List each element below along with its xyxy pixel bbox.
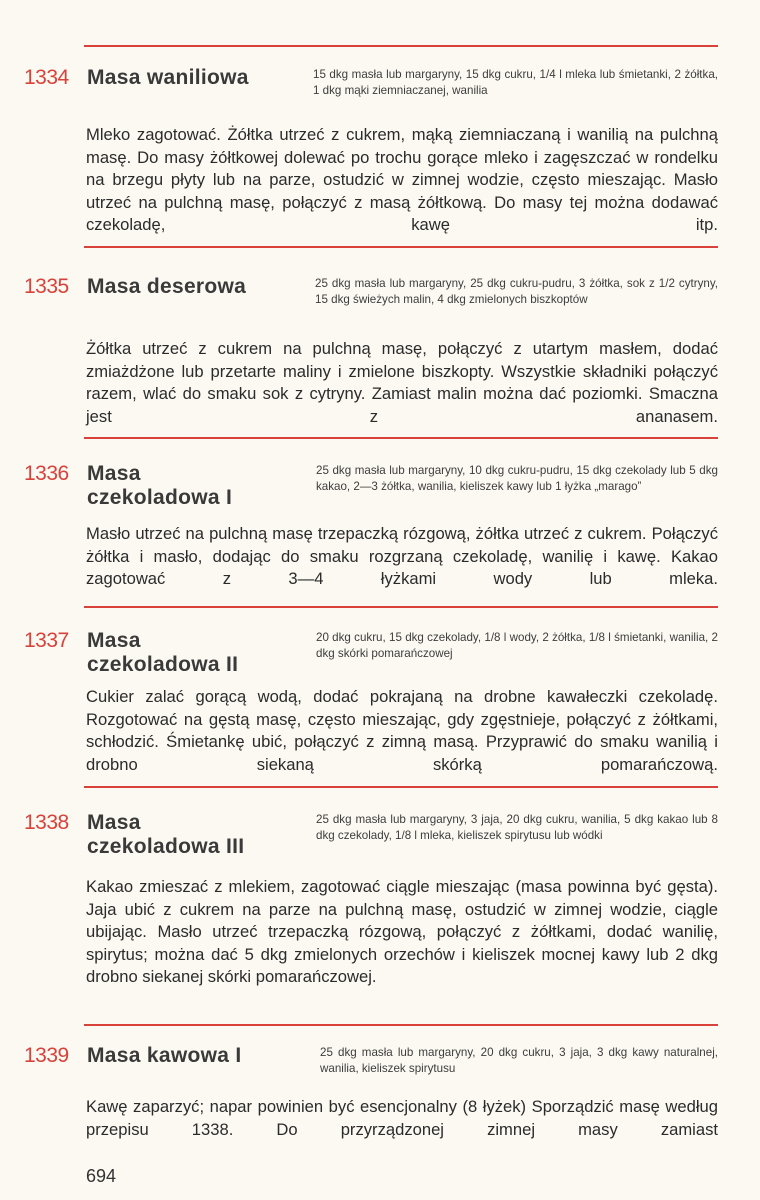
recipe-title-line: Masa: [87, 462, 141, 485]
recipe-ingredients: 15 dkg masła lub margaryny, 15 dkg cukru, 1/4 l mleka lub śmietanki, 2 żółtka, 1 dkg mąki ziemniaczanej, wanilia: [313, 68, 718, 97]
recipe-title-line: Masa waniliowa: [87, 66, 249, 89]
recipe-number: 1338: [24, 811, 69, 834]
recipe-number: 1337: [24, 629, 69, 652]
recipe-number: 1334: [24, 66, 69, 89]
separator-rule: [84, 606, 718, 608]
recipe-number: 1335: [24, 275, 69, 298]
recipe-title-line: Masa: [87, 629, 141, 652]
recipe-title: [87, 1044, 241, 1068]
recipe-number: 1339: [24, 1044, 69, 1067]
recipe-title: [87, 275, 246, 299]
recipe-instructions: Żółtka utrzeć z cukrem na pulchną masę, połączyć z utartym masłem, dodać zmiażdżone lub przetarte maliny i zmielone biszkopty. Wszystkie składniki połączyć razem, wlać do smaku sok z cytryny. Zamiast malin można dać poziomki. Smaczna jest z ananasem.: [86, 339, 718, 426]
separator-rule: [84, 786, 718, 788]
recipe-number: 1336: [24, 462, 69, 485]
recipe-ingredients: 20 dkg cukru, 15 dkg czekolady, 1/8 l wody, 2 żółtka, 1/8 l śmietanki, wanilia, 2 dkg skórki pomarańczowej: [316, 631, 718, 660]
recipe-ingredients: 25 dkg masła lub margaryny, 3 jaja, 20 dkg cukru, wanilia, 5 dkg kakao lub 8 dkg czekolady, 1/8 l mleka, kieliszek spirytusu lub wódki: [316, 813, 718, 842]
recipe-instructions: Cukier zalać gorącą wodą, dodać pokrajaną na drobne kawałeczki czekoladę. Rozgotować na gęstą masę, często mieszając, gdy zgęstnieje, połączyć z żółtkami, schłodzić. Śmietankę ubić, połączyć z zimną masą. Przyprawić do smaku wanilią i drobno siekaną skórką pomarańczową.: [86, 687, 718, 774]
recipe-title: [87, 811, 244, 859]
recipe-ingredients: 25 dkg masła lub margaryny, 25 dkg cukru-pudru, 3 żółtka, sok z 1/2 cytryny, 15 dkg świeżych malin, 4 dkg zmielonych biszkoptów: [315, 277, 718, 306]
recipe-title-line: Masa deserowa: [87, 275, 247, 298]
separator-rule: [84, 437, 718, 439]
recipe-instructions: Masło utrzeć na pulchną masę trzepaczką rózgową, żółtka utrzeć z cukrem. Połączyć żółtka i masło, dodając do smaku rozgrzaną czekoladę, wanilię i kawę. Kakao zagotować z 3—4 łyżkami wody lub mleka.: [86, 524, 718, 589]
recipe-title-line: czekoladowa I: [87, 486, 233, 509]
page-number: 694: [86, 1166, 117, 1186]
recipe-ingredients: 25 dkg masła lub margaryny, 20 dkg cukru, 3 jaja, 3 dkg kawy naturalnej, wanilia, kieliszek spirytusu: [320, 1046, 718, 1075]
recipe-title-line: czekoladowa III: [87, 835, 245, 858]
recipe-title: [87, 66, 249, 90]
recipe-instructions: Kakao zmieszać z mlekiem, zagotować ciągle mieszając (masa powinna być gęsta). Jaja ubić z cukrem na parze na pulchną masę, ostudzić w zimnej wodzie, ciągle ubijając. Masło utrzeć trzepaczką rózgową, połączyć z żółtkami, dodać wanilię, spirytus; można dać 5 dkg zmielonych orzechów i kieliszek mocnej kawy lub 2 dkg drobno siekanej skórki pomarańczowej.: [86, 877, 718, 987]
recipe-title-line: Masa kawowa I: [87, 1044, 242, 1067]
recipe-instructions: Kawę zaparzyć; napar powinien być esencjonalny (8 łyżek) Sporządzić masę według przepisu 1338. Do przyrządzonej zimnej masy zamiast: [86, 1097, 718, 1139]
separator-rule: [84, 246, 718, 248]
recipe-title-line: czekoladowa II: [87, 653, 239, 676]
separator-rule: [84, 45, 718, 47]
recipe-title-line: Masa: [87, 811, 141, 834]
recipe-title: [87, 462, 232, 510]
separator-rule: [84, 1024, 718, 1026]
recipe-title: [87, 629, 238, 677]
recipe-ingredients: 25 dkg masła lub margaryny, 10 dkg cukru-pudru, 15 dkg czekolady lub 5 dkg kakao, 2—3 żółtka, wanilia, kieliszek kawy lub 1 łyżka „marago”: [316, 464, 718, 493]
recipe-instructions: Mleko zagotować. Żółtka utrzeć z cukrem, mąką ziemniaczaną i wanilią na pulchną masę. Do masy żółtkowej dolewać po trochu gorące mleko i zagęszczać w rondelku na brzegu płyty lub na parze, ostudzić w zimnej wodzie, często mieszając. Masło utrzeć na pulchną masę, połączyć z masą żółtkową. Do masy tej można dodawać czekoladę, kawę itp.: [86, 125, 718, 235]
